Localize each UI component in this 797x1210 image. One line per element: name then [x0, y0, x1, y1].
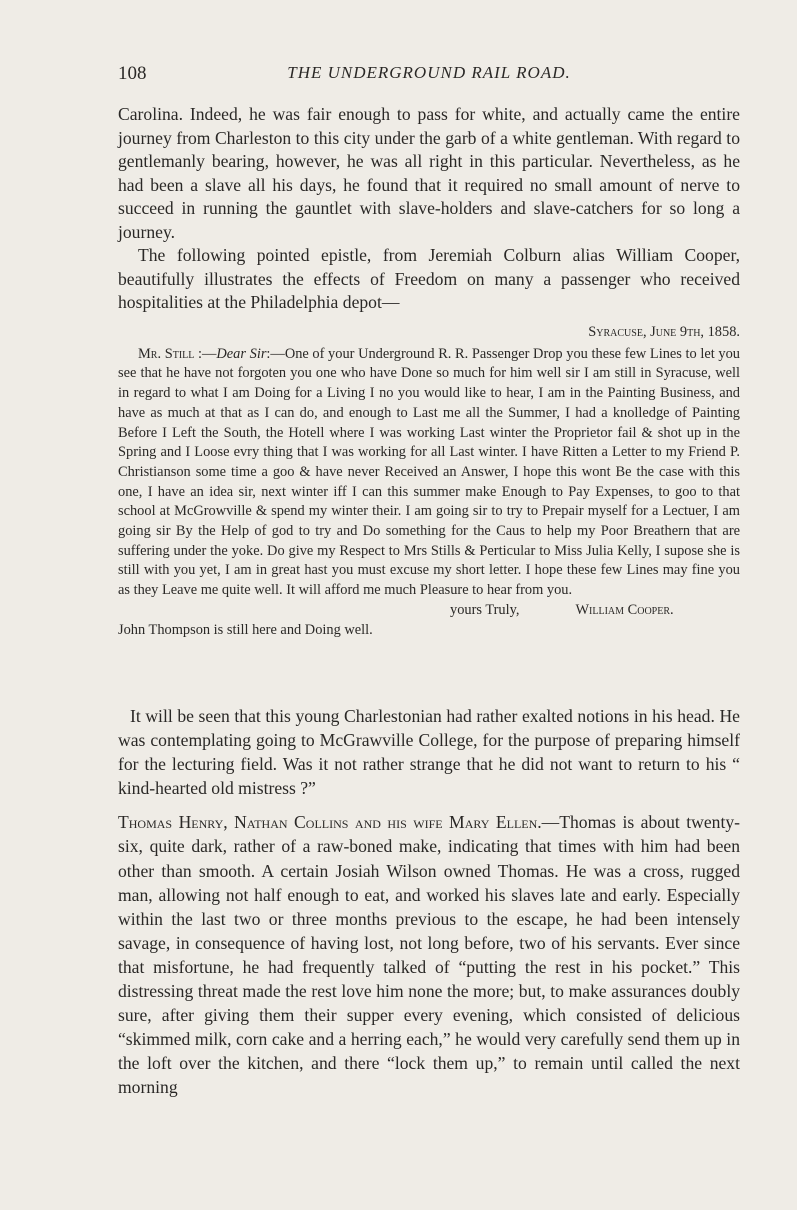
- page-header: [118, 63, 740, 89]
- paragraph-commentary: It will be seen that this young Charlestonian had rather exalted notions in his head. He was contemplating going to McGrawville College, for the purpose of preparing himself for the lecturing field. Was it not rather strange that he did not want to return to his “ kind-hearted old mistress ?”: [118, 706, 740, 799]
- paragraph-continuation: Carolina. Indeed, he was fair enough to pass for white, and actually came the entire journey from Charleston to this city under the garb of a white gentleman. With regard to gentlemanly bearing, however, he was all right in this particular. Nevertheless, as he had been a slave all his days, he found that it required no small amount of nerve to succeed in running the gauntlet with slave-holders and slave-catchers for so long a journey.: [118, 104, 740, 242]
- closing-text: [118, 704, 740, 1100]
- letter: [118, 323, 740, 640]
- letter-signature: William Cooper.: [575, 601, 674, 618]
- paragraph-thomas-henry: [118, 810, 740, 1099]
- paragraph-epistle-intro: The following pointed epistle, from Jeremiah Colburn alias William Cooper, beautifully illustrates the effects of Freedom on many a passenger who received hospitalities at the Philadelphia depot—: [118, 245, 740, 312]
- letter-dateline: Syracuse, June 9th, 1858.: [588, 324, 740, 340]
- letter-postscript: John Thompson is still here and Doing well.: [118, 621, 373, 638]
- letter-signoff: [118, 601, 740, 621]
- letter-salutation-dear: Dear Sir: [216, 345, 267, 362]
- section-heading: Thomas Henry, Nathan Collins and his wife Mary Ellen.: [118, 812, 542, 833]
- letter-salutation-name: Mr. Still: [138, 345, 195, 362]
- letter-closing: yours Truly,: [450, 601, 520, 618]
- page-number: 108: [118, 63, 147, 84]
- letter-salutation-dash: :—: [194, 345, 217, 362]
- section-body: —Thomas is about twenty-six, quite dark, rather of a raw-boned make, indicating that times with him had been other than smooth. A certain Josiah Wilson owned Thomas. He was a cross, rugged man, allowing not half enough to eat, and worked his slaves late and early. Especially within the last two or three months previous to the escape, he had been intensely savage, in consequence of having lost, not long before, two of his servants. Ever since that misfortune, he had frequently talked of “putting the rest in his pocket.” This distressing threat made the rest love him none the more; but, to make assurances doubly sure, after giving them their supper every evening, which consisted of delicious “skimmed milk, corn cake and a herring each,” he would very carefully send them up in the loft over the kitchen, and there “lock them up,” to remain until called the next morning: [118, 812, 740, 1098]
- running-head: THE UNDERGROUND RAIL ROAD.: [287, 63, 571, 82]
- letter-body-text: One of your Underground R. R. Passenger Drop you these few Lines to let you see that he have not forgoten you one who have Done so much for him well sir I am still in Syracuse, well in regard to what I am Doing for a Living I no you would like to hear, I am in the Painting Business, and have as much at that as I can do, and enough to Last me all the Summer, I had a knolledge of Painting Before I Left the South, the Hotell where I was working Last winter the Proprietor fail & shot up in the Spring and I Loose evry thing that I was working for all Last winter. I have Ritten a Letter to my Friend P. Christianson some time a goo & have never Received an Answer, I hope this wont Be the case with this one, I have an idea sir, next winter iff I can this summer make Enough to Pay Expenses, to goo to that school at McGrowville & spend my winter their. I am going sir to try to Prepair myself for a Lectuer, I am going sir By the Help of god to try and Do something for the Caus to help my Poor Breathern that are suffering under the yoke. Do give my Respect to Mrs Stills & Perticular to Miss Julia Kelly, I supose she is still with you yet, I am in great hast you must excuse my short letter. I hope these few Lines may fine you as they Leave me quite well. It will afford me much Pleasure to hear from you.: [118, 345, 740, 599]
- opening-text: [118, 103, 740, 315]
- letter-salutation-end: :—: [266, 345, 285, 362]
- letter-body: [118, 345, 740, 601]
